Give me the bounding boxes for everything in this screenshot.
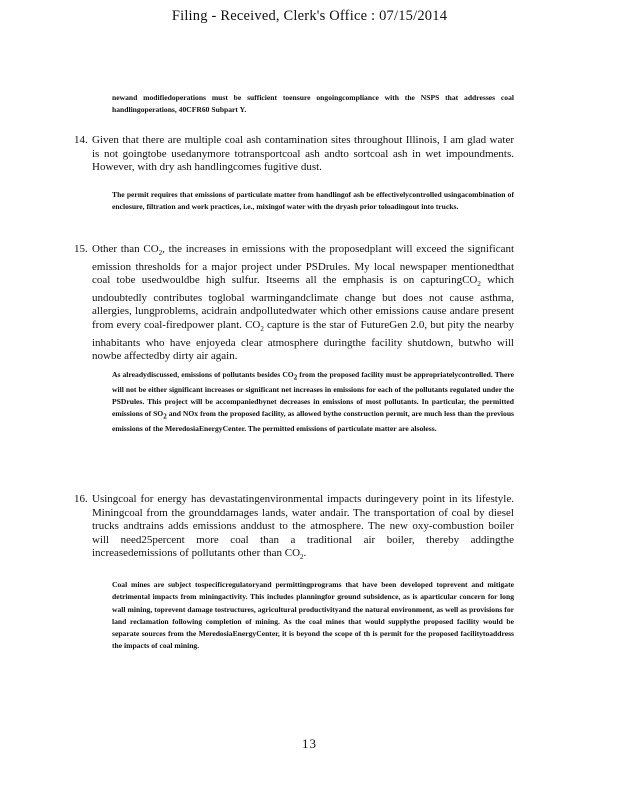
comment-15-sub-c: 2 — [260, 325, 264, 334]
filing-header: Filing - Received, Clerk's Office : 07/15/2014 — [171, 8, 448, 24]
response-15-sub-b: 2 — [163, 412, 167, 421]
comment-16-text-b: . — [303, 547, 307, 559]
comment-15-sub-b: 2 — [477, 280, 481, 289]
comment-15-sub-a: 2 — [158, 249, 163, 258]
comment-number-16: 16. — [74, 493, 88, 505]
comment-15-text-d: capture is the star of FutureGen 2.0, but pity the nearby inhabitants who have enjoyeda clear atmosphere duringthe facility shutdown, butwho will nowbe affectedby dirty air again. — [92, 318, 514, 363]
response-14: The permit requires that emissions of particulate matter from handlingof ash be effectivelycontrolled usingacombination of enclosure, filtration and work practices, i.e., mixingof water with the dryash prior toloadingout into trucks. — [112, 190, 514, 212]
page-number: 13 — [302, 736, 317, 751]
response-15-text-a: As alreadydiscussed, emissions of pollutants besides CO — [112, 370, 294, 379]
response-continued: newand modifiedoperations must be sufficient toensure ongoingcompliance with the NSPS that addresses coal handlingoperations, 40CFR60 Subpart Y. — [112, 93, 514, 115]
comment-16-text-a: Usingcoal for energy has devastatingenvironmental impacts duringevery point in its lifestyle. Miningcoal from the grounddamages lands, water andair. The transportation of coal by diesel trucks andtrains adds emissions anddust to the atmosphere. The new oxy-combustion boiler will need25percent more coal than a traditional air boiler, thereby addingthe increasedemissions of pollutants other than CO — [92, 493, 514, 559]
response-15-sub-a: 2 — [293, 373, 298, 382]
response-15-text-c: and NOx from the proposed facility, as allowed bythe construction permit, are much less than the previous emissions of the MeredosiaEnergyCenter. The permitted emissions of particulate matter are alsoless. — [112, 409, 515, 434]
comment-16-sub-a: 2 — [300, 553, 304, 562]
comment-number-15: 15. — [74, 243, 88, 255]
response-16: Coal mines are subject tospecificregulatoryand permittingprograms that have been developed toprevent and mitigate detrimental impacts from miningactivity. This includes planningfor ground subsidence, as is aparticular concern for long wall mining, toprevent damage tostructures, agricultural productivityand the natural environment, as well as provisions for land reclamation following completion of mining. As the coal mines that would supplythe proposed facility would be separate sources from the MeredosiaEnergyCenter, it is beyond the scope of th is permit for the proposed facilitytoaddress the impacts of coal mining. — [112, 580, 514, 651]
comment-15-text-a: Other than CO — [92, 243, 159, 255]
response-15-text-b: from the proposed facility must be appropriatelycontrolled. There will not be either significant increases or significant net increases in emissions for each of the pollutants regulated under the PSDrules. This project will be accompaniedbynet decreases in emissions of most pollutants. In particular, the permitted emissions of SO — [112, 370, 514, 419]
response-15 — [112, 369, 514, 436]
comment-15 — [92, 243, 514, 364]
comment-14: Given that there are multiple coal ash contamination sites throughout Illinois, I am glad water is not goingtobe usedanymore totransportcoal ash andto sortcoal ash in wet impoundments. However, with dry ash handlingcomes fugitive dust. — [92, 134, 514, 173]
comment-15-text-c: which undoubtedly contributes toglobal warmingandclimate change but does not cause asthma, allergies, lungproblems, acidrain andpollutedwater which other emissions cause andare present from every coal-firedpower plant. CO — [92, 274, 514, 331]
comment-15-text-b: , the increases in emissions with the proposedplant will exceed the significant emission thresholds for a major project under PSDrules. My local newspaper mentionedthat coal tobe usedwouldbe high sulfur. Itseems all the emphasis is on capturingCO — [92, 243, 515, 287]
comment-number-14: 14. — [74, 134, 88, 146]
comment-16 — [92, 493, 514, 565]
